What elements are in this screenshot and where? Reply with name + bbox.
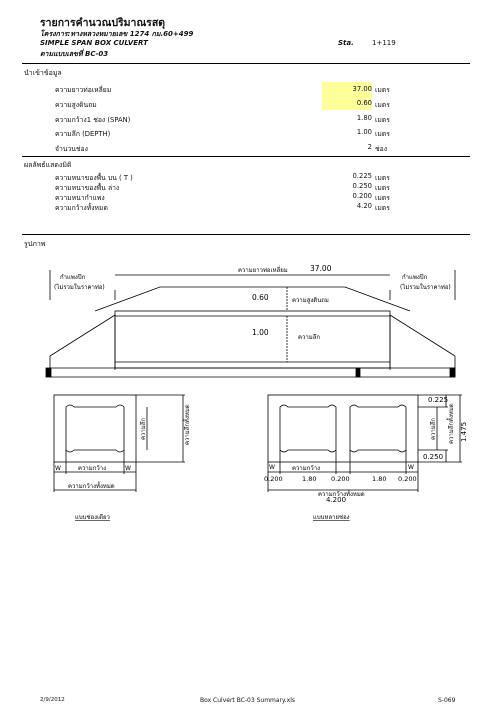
single-caption: แบบช่องเดียว — [75, 514, 110, 521]
depth-label: ความลึก — [298, 334, 321, 341]
input-unit: ช่อง — [375, 145, 388, 153]
input-label: ความกว้าง1 ช่อง (SPAN) — [55, 116, 131, 124]
input-value[interactable]: 2 — [367, 143, 372, 151]
result-label: ความหนากำแพง — [55, 194, 105, 202]
input-value[interactable]: 37.00 — [322, 82, 372, 96]
single-cell-section — [54, 395, 185, 492]
input-value[interactable]: 0.60 — [322, 96, 372, 110]
figure-heading: รูปภาพ — [24, 240, 46, 248]
input-unit: เมตร — [375, 101, 390, 109]
multi-cell-section — [268, 395, 462, 492]
drawing-number: ตามแบบเลขที่ BC-03 — [40, 50, 109, 58]
multi-total-width: 4.200 — [326, 496, 347, 504]
single-depth-label: ความลึก — [140, 417, 147, 440]
station-label: Sta. — [338, 39, 354, 47]
input-heading: นำเข้าข้อมูล — [24, 69, 62, 77]
report-title: รายการคำนวณปริมาณรสดุ — [40, 17, 166, 29]
dim-wall-2: 0.200 — [331, 475, 350, 483]
input-label: จำนวนช่อง — [55, 145, 88, 153]
result-label: ความกว้างทั้งหมด — [55, 204, 108, 212]
input-unit: เมตร — [375, 116, 390, 124]
result-label: ความหนาของพื้น ล่าง — [55, 184, 120, 192]
top-thickness: 0.225 — [428, 396, 449, 404]
result-value: 0.250 — [352, 182, 372, 190]
multi-total-width-label: ความกว้างทั้งหมด — [318, 491, 365, 498]
footer-page: S-069 — [438, 697, 456, 704]
depth-value: 1.00 — [252, 328, 269, 337]
right-wing-label: กำแพงปีก — [402, 274, 428, 281]
input-unit: เมตร — [375, 130, 390, 138]
length-label: ความยาวท่อเหลี่ยม — [238, 267, 288, 274]
multi-span-label: ความกว้าง — [292, 465, 321, 472]
result-unit: เมตร — [375, 174, 390, 182]
station-value: 1+119 — [372, 39, 396, 47]
single-span-label: ความกว้าง — [78, 465, 107, 472]
result-label: ความหนาของพื้น บน ( T ) — [55, 174, 133, 182]
dim-wall-1: 0.200 — [264, 475, 283, 483]
multi-w-right: W — [408, 464, 414, 471]
fill-label: ความสูงดินถม — [292, 297, 329, 304]
single-total-height-label: ความลึกทั้งหมด — [184, 404, 191, 445]
result-unit: เมตร — [375, 184, 390, 192]
dim-wall-3: 0.200 — [398, 475, 417, 483]
input-value[interactable]: 1.80 — [356, 114, 372, 122]
dim-span-2: 1.80 — [372, 475, 387, 483]
result-unit: เมตร — [375, 204, 390, 212]
culvert-type: SIMPLE SPAN BOX CULVERT — [40, 39, 148, 47]
left-wing-note: (ไม่รวมในราคาท่อ) — [54, 284, 105, 291]
input-unit: เมตร — [375, 86, 390, 94]
multi-w-left: W — [269, 464, 275, 471]
single-w-right: W — [125, 465, 131, 472]
fill-value: 0.60 — [252, 293, 269, 302]
result-value: 4.20 — [356, 202, 372, 210]
input-label: ความยาวท่อเหลี่ยม — [55, 86, 112, 94]
single-w-left: W — [55, 465, 61, 472]
bottom-thickness: 0.250 — [423, 453, 444, 461]
single-total-width-label: ความกว้างทั้งหมด — [68, 483, 115, 490]
input-label: ความลึก (DEPTH) — [55, 130, 111, 138]
input-value[interactable]: 1.00 — [356, 128, 372, 136]
profile-drawing — [46, 270, 455, 377]
result-value: 0.200 — [352, 192, 372, 200]
footer-file: Box Culvert BC-03 Summary.xls — [200, 697, 295, 704]
length-value: 37.00 — [310, 264, 332, 273]
input-label: ความสูงดินถม — [55, 101, 97, 109]
result-value: 0.225 — [352, 172, 372, 180]
total-height: 1.475 — [460, 421, 468, 442]
multi-depth-label: ความลึก — [430, 417, 437, 440]
multi-caption: แบบหลายช่อง — [313, 514, 350, 521]
dim-span-1: 1.80 — [302, 475, 317, 483]
footer-date: 2/9/2012 — [40, 697, 65, 703]
project-name: โครงการ:ทางหลวงหมายเลข 1274 กม.60+499 — [40, 30, 194, 38]
multi-total-height-label: ความลึกทั้งหมด — [448, 403, 455, 444]
right-wing-note: (ไม่รวมในราคาท่อ) — [400, 284, 451, 291]
left-wing-label: กำแพงปีก — [60, 274, 86, 281]
result-heading: ผลลัพธ์แสดงมิติ — [24, 161, 72, 169]
result-unit: เมตร — [375, 194, 390, 202]
